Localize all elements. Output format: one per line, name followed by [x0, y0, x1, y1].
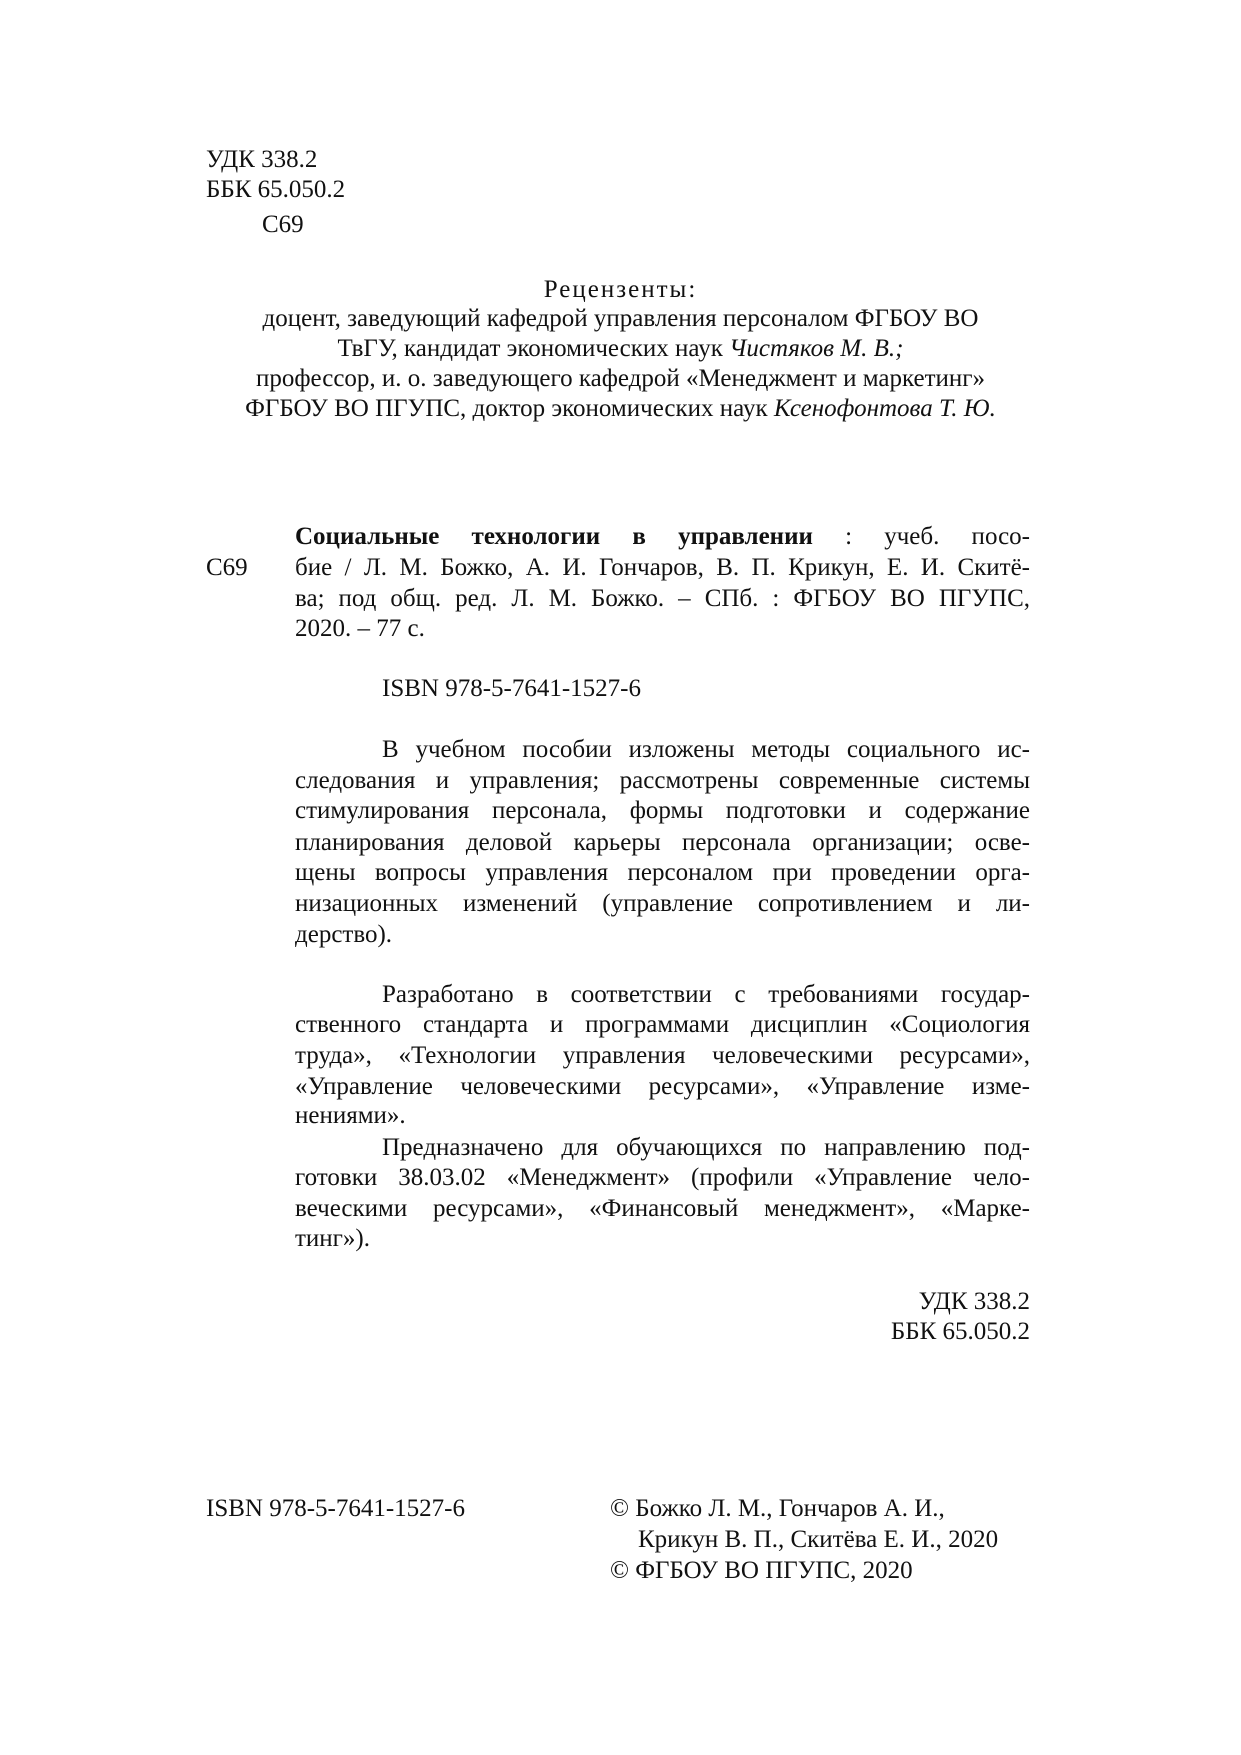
annotation-line: дерство). [295, 921, 393, 948]
annotation-line: В учебном пособии изложены методы социального ис- [382, 736, 1030, 763]
annotation-line: ственного стандарта и программами дисциплин «Социология [295, 1011, 1030, 1038]
catalog-line [295, 522, 1030, 552]
annotation-line: Разработано в соответствии с требованиями государ- [382, 981, 1030, 1008]
udk-code-bottom: УДК 338.2 [918, 1288, 1030, 1315]
reviewers-heading: Рецензенты: [543, 276, 698, 303]
bbk-code: ББК 65.050.2 [206, 176, 346, 203]
annotation-line: Предназначено для обучающихся по направлению под- [382, 1134, 1030, 1161]
annotation-line: труда», «Технологии управления человеческими ресурсами», [295, 1042, 1030, 1069]
catalog-text: : учеб. посо- [812, 523, 1030, 550]
reviewer-name: Ксенофонтова Т. Ю. [773, 395, 996, 422]
bbk-code-bottom: ББК 65.050.2 [890, 1318, 1030, 1345]
annotation-line: планирования деловой карьеры персонала организации; осве- [295, 829, 1030, 856]
reviewer-name: Чистяков М. В.; [729, 335, 904, 362]
footer-isbn: ISBN 978-5-7641-1527-6 [206, 1495, 466, 1522]
annotation-line: следования и управления; рассмотрены современные системы [295, 767, 1030, 794]
catalog-line: 2020. – 77 с. [295, 615, 425, 642]
udk-code: УДК 338.2 [206, 146, 318, 173]
catalog-line: ва; под общ. ред. Л. М. Божко. – СПб. : ФГБОУ ВО ПГУПС, [295, 585, 1030, 612]
annotation-line: щены вопросы управления персоналом при проведении орга- [295, 859, 1030, 886]
copyright-line: © ФГБОУ ВО ПГУПС, 2020 [610, 1557, 913, 1584]
reviewer-text: ТвГУ, кандидат экономических наук [337, 335, 730, 362]
author-sign: С69 [262, 211, 304, 238]
annotation-line: нениями». [295, 1102, 406, 1129]
annotation-line: «Управление человеческими ресурсами», «Управление изме- [295, 1073, 1030, 1100]
catalog-line: бие / Л. М. Божко, А. И. Гончаров, В. П. Крикун, Е. И. Скитё- [295, 554, 1030, 581]
reviewer-line: доцент, заведующий кафедрой управления персоналом ФГБОУ ВО [262, 305, 979, 332]
catalog-author-sign: С69 [206, 554, 248, 581]
reviewer-line: профессор, и. о. заведующего кафедрой «Менеджмент и маркетинг» [255, 365, 986, 392]
copyright-line: © Божко Л. М., Гончаров А. И., [610, 1495, 945, 1522]
annotation-line: тинг»). [295, 1225, 371, 1252]
annotation-line: стимулирования персонала, формы подготовки и содержание [295, 797, 1030, 824]
reviewer-text: ФГБОУ ВО ПГУПС, доктор экономических наук [245, 395, 774, 422]
annotation-line: готовки 38.03.02 «Менеджмент» (профили «Управление чело- [295, 1164, 1030, 1191]
copyright-line: Крикун В. П., Скитёва Е. И., 2020 [638, 1526, 999, 1553]
catalog-isbn: ISBN 978-5-7641-1527-6 [382, 675, 642, 702]
reviewer-line [0, 334, 1241, 364]
reviewer-line [0, 394, 1241, 424]
annotation-line: веческими ресурсами», «Финансовый менеджмент», «Марке- [295, 1195, 1030, 1222]
annotation-line: низационных изменений (управление сопротивлением и ли- [295, 890, 1030, 917]
book-title: Социальные технологии в управлении [295, 523, 813, 550]
